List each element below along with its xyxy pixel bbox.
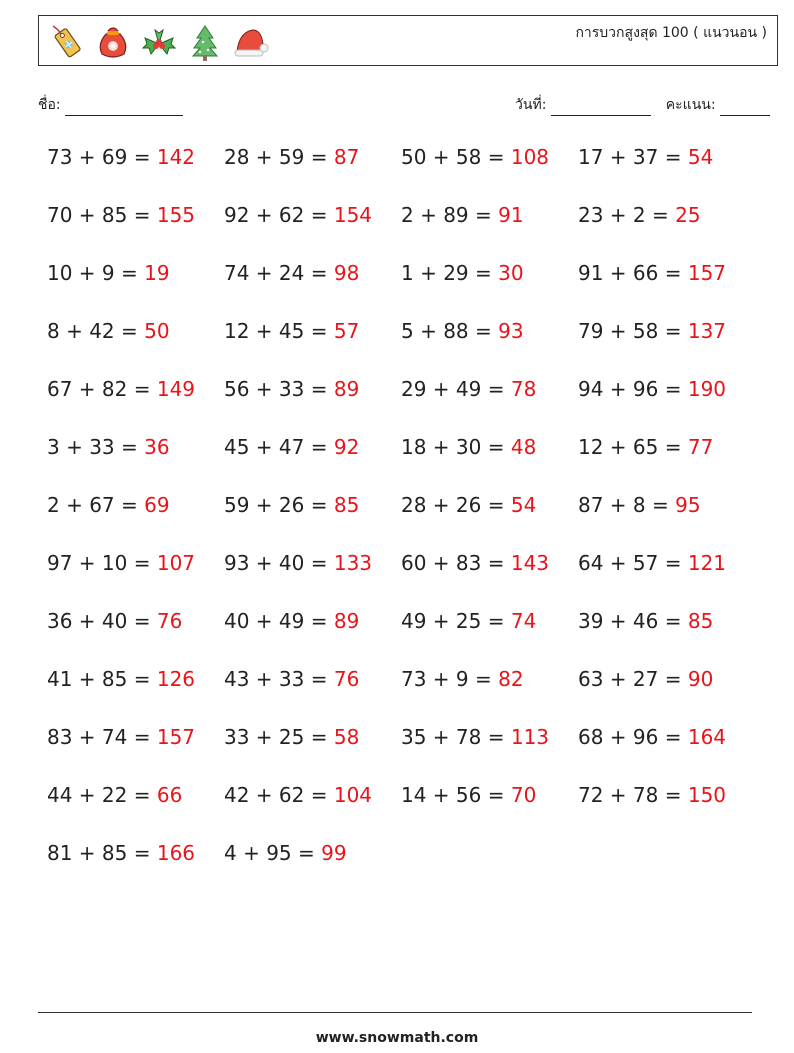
- problem-question: 73 + 69 =: [47, 145, 157, 169]
- problem-answer: 74: [510, 609, 537, 633]
- problem-question: 29 + 49 =: [401, 377, 511, 401]
- problem-answer: 76: [333, 667, 360, 691]
- problem-answer: 85: [687, 609, 714, 633]
- problem-item: [224, 203, 372, 227]
- problem-answer: 78: [510, 377, 537, 401]
- problem-item: [47, 551, 195, 575]
- problem-answer: 48: [510, 435, 537, 459]
- gift-tag-icon: [47, 22, 87, 62]
- problem-question: 79 + 58 =: [578, 319, 688, 343]
- problem-item: [224, 145, 359, 169]
- problem-question: 5 + 88 =: [401, 319, 499, 343]
- problem-answer: 92: [333, 435, 360, 459]
- problem-item: [47, 377, 195, 401]
- problem-answer: 95: [675, 493, 701, 517]
- problem-item: [47, 783, 182, 807]
- problem-answer: 98: [333, 261, 360, 285]
- problem-answer: 91: [498, 203, 524, 227]
- problem-question: 2 + 67 =: [47, 493, 145, 517]
- score-blank[interactable]: [720, 101, 770, 116]
- problem-answer: 121: [687, 551, 727, 575]
- problem-question: 64 + 57 =: [578, 551, 688, 575]
- problem-answer: 69: [144, 493, 170, 517]
- problem-question: 60 + 83 =: [401, 551, 511, 575]
- problem-question: 72 + 78 =: [578, 783, 688, 807]
- problem-item: [401, 203, 524, 227]
- problem-question: 87 + 8 =: [578, 493, 676, 517]
- problem-answer: 87: [333, 145, 360, 169]
- problem-answer: 142: [156, 145, 196, 169]
- problem-answer: 126: [156, 667, 196, 691]
- santa-sack-icon: [93, 22, 133, 62]
- problem-question: 92 + 62 =: [224, 203, 334, 227]
- problem-question: 4 + 95 =: [224, 841, 322, 865]
- problem-question: 97 + 10 =: [47, 551, 157, 575]
- problem-question: 63 + 27 =: [578, 667, 688, 691]
- problem-answer: 19: [144, 261, 170, 285]
- problem-item: [578, 551, 726, 575]
- problem-answer: 93: [498, 319, 524, 343]
- problem-item: [224, 783, 372, 807]
- problem-question: 74 + 24 =: [224, 261, 334, 285]
- problem-item: [47, 667, 195, 691]
- problem-answer: 90: [687, 667, 714, 691]
- name-field: [38, 94, 183, 116]
- problem-question: 43 + 33 =: [224, 667, 334, 691]
- problem-item: [578, 377, 726, 401]
- problem-answer: 113: [510, 725, 550, 749]
- problem-item: [47, 203, 195, 227]
- problem-item: [401, 145, 549, 169]
- problem-item: [401, 377, 536, 401]
- problem-question: 14 + 56 =: [401, 783, 511, 807]
- problem-item: [578, 145, 713, 169]
- problem-answer: 36: [144, 435, 170, 459]
- name-blank[interactable]: [65, 101, 183, 116]
- problem-item: [224, 377, 359, 401]
- problem-question: 35 + 78 =: [401, 725, 511, 749]
- date-blank[interactable]: [551, 101, 651, 116]
- problem-item: [578, 609, 713, 633]
- problem-answer: 85: [333, 493, 360, 517]
- problem-question: 70 + 85 =: [47, 203, 157, 227]
- problem-question: 36 + 40 =: [47, 609, 157, 633]
- problem-answer: 58: [333, 725, 360, 749]
- problem-item: [47, 841, 195, 865]
- problem-answer: 155: [156, 203, 196, 227]
- problem-question: 12 + 65 =: [578, 435, 688, 459]
- problem-question: 39 + 46 =: [578, 609, 688, 633]
- problem-item: [401, 725, 549, 749]
- problem-answer: 107: [156, 551, 196, 575]
- problem-question: 68 + 96 =: [578, 725, 688, 749]
- problem-question: 49 + 25 =: [401, 609, 511, 633]
- footer-divider: [38, 1012, 752, 1013]
- problem-answer: 157: [156, 725, 196, 749]
- problem-item: [224, 319, 359, 343]
- holly-icon: [139, 22, 179, 62]
- problem-item: [401, 783, 536, 807]
- problem-question: 93 + 40 =: [224, 551, 334, 575]
- problem-answer: 82: [498, 667, 524, 691]
- problem-question: 2 + 89 =: [401, 203, 499, 227]
- problem-item: [401, 435, 536, 459]
- problem-answer: 137: [687, 319, 727, 343]
- problem-item: [578, 667, 713, 691]
- problem-question: 28 + 59 =: [224, 145, 334, 169]
- problem-item: [47, 261, 170, 285]
- problem-item: [578, 725, 726, 749]
- problem-answer: 150: [687, 783, 727, 807]
- problem-item: [224, 667, 359, 691]
- date-score-fields: [515, 94, 770, 116]
- problem-item: [224, 609, 359, 633]
- problem-item: [47, 725, 195, 749]
- problem-item: [578, 319, 726, 343]
- worksheet-header: [38, 15, 778, 66]
- footer-site: www.snowmath.com: [315, 1030, 479, 1046]
- problem-question: 59 + 26 =: [224, 493, 334, 517]
- score-label: คะแนน:: [665, 97, 716, 113]
- problem-item: [47, 435, 170, 459]
- problem-question: 73 + 9 =: [401, 667, 499, 691]
- problem-question: 33 + 25 =: [224, 725, 334, 749]
- problem-question: 91 + 66 =: [578, 261, 688, 285]
- problem-item: [47, 493, 170, 517]
- problem-answer: 143: [510, 551, 550, 575]
- problem-item: [47, 145, 195, 169]
- problem-answer: 89: [333, 377, 360, 401]
- problem-item: [401, 319, 524, 343]
- name-label: ชื่อ:: [38, 97, 61, 113]
- problem-question: 1 + 29 =: [401, 261, 499, 285]
- problem-question: 17 + 37 =: [578, 145, 688, 169]
- problem-answer: 54: [510, 493, 537, 517]
- problem-item: [224, 725, 359, 749]
- problem-question: 12 + 45 =: [224, 319, 334, 343]
- problem-answer: 89: [333, 609, 360, 633]
- problem-item: [401, 551, 549, 575]
- problem-answer: 99: [321, 841, 347, 865]
- problem-item: [578, 493, 701, 517]
- problem-question: 94 + 96 =: [578, 377, 688, 401]
- problem-question: 28 + 26 =: [401, 493, 511, 517]
- santa-hat-icon: [231, 22, 271, 62]
- problem-answer: 54: [687, 145, 714, 169]
- problem-question: 23 + 2 =: [578, 203, 676, 227]
- icon-strip: [47, 22, 271, 62]
- problem-question: 40 + 49 =: [224, 609, 334, 633]
- problem-answer: 77: [687, 435, 714, 459]
- problem-answer: 190: [687, 377, 727, 401]
- problem-item: [224, 493, 359, 517]
- problem-item: [47, 319, 170, 343]
- problem-item: [401, 609, 536, 633]
- problem-answer: 133: [333, 551, 373, 575]
- problem-item: [578, 203, 701, 227]
- problem-item: [224, 551, 372, 575]
- problem-question: 44 + 22 =: [47, 783, 157, 807]
- problem-question: 18 + 30 =: [401, 435, 511, 459]
- problem-answer: 30: [498, 261, 524, 285]
- problem-question: 81 + 85 =: [47, 841, 157, 865]
- problem-answer: 166: [156, 841, 196, 865]
- date-label: วันที่:: [515, 97, 547, 113]
- problem-answer: 164: [687, 725, 727, 749]
- problem-question: 50 + 58 =: [401, 145, 511, 169]
- problem-item: [401, 493, 536, 517]
- problem-question: 67 + 82 =: [47, 377, 157, 401]
- problem-item: [401, 667, 524, 691]
- problem-answer: 70: [510, 783, 537, 807]
- problem-answer: 157: [687, 261, 727, 285]
- problem-answer: 149: [156, 377, 196, 401]
- christmas-tree-icon: [185, 22, 225, 62]
- problem-question: 45 + 47 =: [224, 435, 334, 459]
- problem-item: [224, 435, 359, 459]
- problem-item: [401, 261, 524, 285]
- problem-item: [224, 841, 347, 865]
- problem-question: 10 + 9 =: [47, 261, 145, 285]
- problem-question: 83 + 74 =: [47, 725, 157, 749]
- problem-answer: 104: [333, 783, 373, 807]
- problem-question: 56 + 33 =: [224, 377, 334, 401]
- problem-question: 42 + 62 =: [224, 783, 334, 807]
- problem-item: [578, 783, 726, 807]
- problem-question: 41 + 85 =: [47, 667, 157, 691]
- problem-item: [47, 609, 182, 633]
- problem-item: [224, 261, 359, 285]
- worksheet-title: การบวกสูงสุด 100 ( แนวนอน ): [575, 25, 767, 41]
- problem-item: [578, 261, 726, 285]
- problem-item: [578, 435, 713, 459]
- problem-answer: 76: [156, 609, 183, 633]
- problem-answer: 25: [675, 203, 701, 227]
- problem-answer: 154: [333, 203, 373, 227]
- problem-question: 8 + 42 =: [47, 319, 145, 343]
- problem-answer: 50: [144, 319, 170, 343]
- problem-answer: 66: [156, 783, 183, 807]
- problem-answer: 57: [333, 319, 360, 343]
- student-info-row: [38, 94, 770, 116]
- problem-question: 3 + 33 =: [47, 435, 145, 459]
- problem-answer: 108: [510, 145, 550, 169]
